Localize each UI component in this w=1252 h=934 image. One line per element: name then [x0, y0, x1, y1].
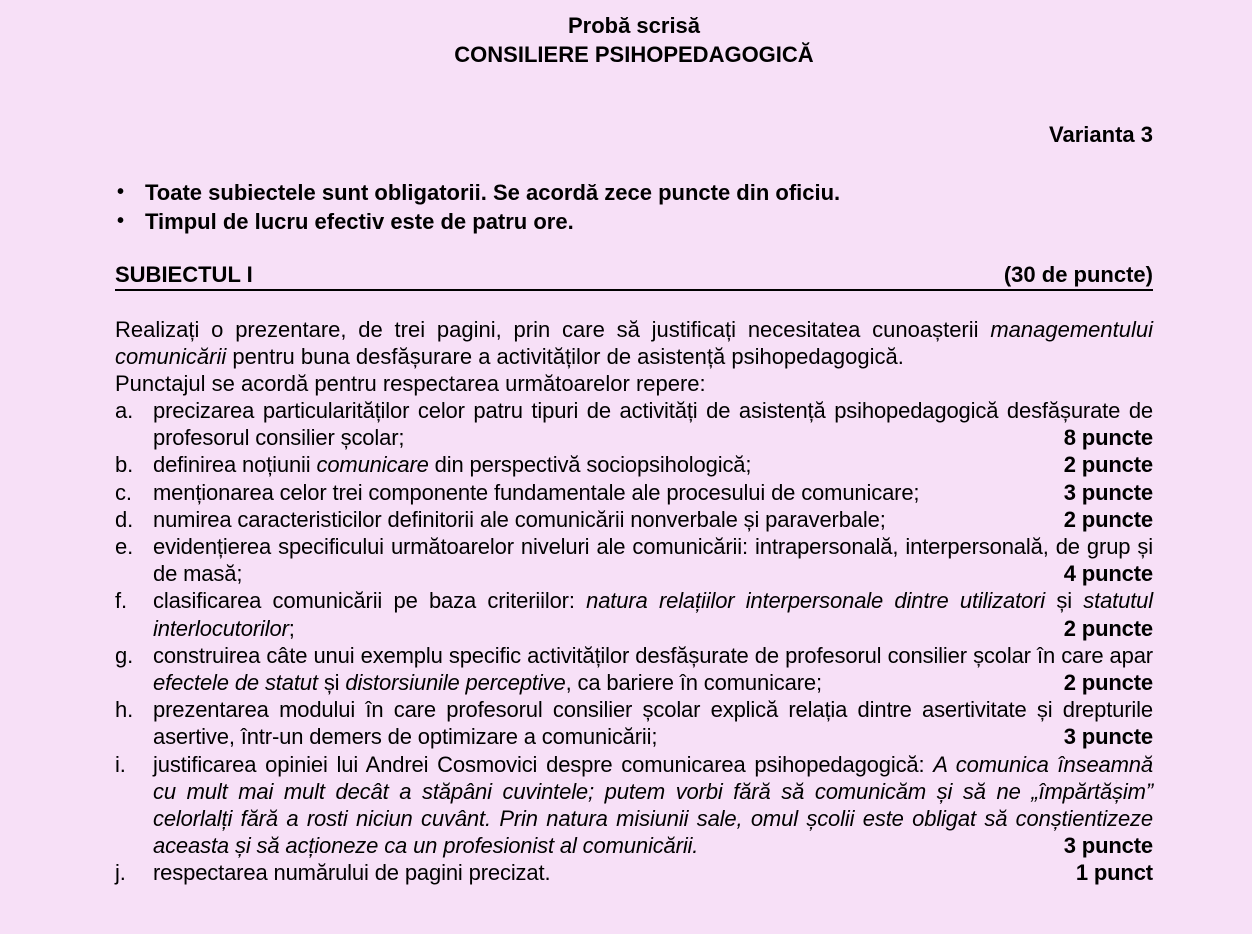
- general-rules: [115, 178, 1153, 236]
- subject-points: (30 de puncte): [1003, 262, 1153, 287]
- exam-page: [115, 0, 1153, 934]
- criteria-list: [115, 397, 1153, 887]
- item-points: 2 puncte: [1063, 615, 1153, 641]
- item-text: respectarea numărului de pagini precizat.: [153, 860, 551, 886]
- item-points: 4 puncte: [1063, 561, 1153, 587]
- item-points: 1 punct: [1075, 860, 1153, 886]
- item-letter: j.: [115, 860, 126, 886]
- item-text: și: [1045, 588, 1084, 614]
- item-text: , ca bariere în comunicare;: [565, 670, 822, 696]
- item-letter: h.: [115, 697, 134, 723]
- list-item: [115, 751, 1153, 860]
- item-letter: c.: [115, 479, 132, 505]
- item-text: și: [317, 670, 346, 696]
- list-item: [115, 533, 1153, 587]
- task-text: Realizați o prezentare, de trei pagini, prin care să justificați necesitatea cunoașterii: [115, 317, 991, 342]
- item-letter: a.: [115, 398, 134, 423]
- rule-text: Timpul de lucru efectiv este de patru ore.: [145, 209, 574, 234]
- exam-subject-name: CONSILIERE PSIHOPEDAGOGICĂ: [454, 42, 814, 67]
- item-text-italic: distorsiunile perceptive: [345, 670, 566, 696]
- item-points: 3 puncte: [1063, 479, 1153, 505]
- subject-header: [115, 261, 1153, 291]
- item-text-italic: natura relațiilor interpersonale dintre utilizatori: [586, 588, 1046, 614]
- exam-title: Probă scrisă: [567, 13, 701, 38]
- task-text-italic: managementului comunicării: [115, 317, 1153, 369]
- item-points: 2 puncte: [1063, 452, 1153, 478]
- subject-title: SUBIECTUL I: [115, 262, 253, 287]
- item-letter: d.: [115, 506, 134, 532]
- list-item: [115, 451, 1153, 478]
- list-item: [115, 859, 1153, 886]
- item-points: 2 puncte: [1063, 670, 1153, 696]
- item-text-italic: A comunica înseamnă cu mult mai mult decât a stăpâni cuvintele; putem vorbi fără să comunicăm și să ne „împărtășim” celorlalți fără a rosti niciun cuvânt. Prin natura misiunii sale, omul școlii este obligat să conștientizeze aceasta și să acționeze ca un profesionist al comunicării.: [153, 751, 1153, 859]
- item-points: 2 puncte: [1063, 506, 1153, 532]
- item-text: din perspectivă sociopsihologică;: [428, 452, 752, 478]
- list-item: [115, 696, 1153, 750]
- list-item: [115, 397, 1153, 451]
- list-item: [115, 506, 1153, 533]
- item-text: definirea noțiunii: [153, 452, 317, 478]
- list-item: [115, 642, 1153, 696]
- criteria-intro: Punctajul se acordă pentru respectarea următoarelor repere:: [115, 371, 706, 396]
- list-item: [115, 587, 1153, 641]
- item-letter: e.: [115, 534, 134, 560]
- item-text: clasificarea comunicării pe baza criteriilor:: [153, 588, 587, 614]
- rule-item: [115, 207, 1153, 236]
- item-letter: i.: [115, 751, 126, 777]
- rule-item: [115, 178, 1153, 207]
- item-text: menționarea celor trei componente fundamentale ale procesului de comunicare;: [153, 479, 920, 505]
- list-item: [115, 479, 1153, 506]
- item-text: justificarea opiniei lui Andrei Cosmovici despre comunicarea psihopedagogică:: [153, 751, 934, 777]
- item-text: evidențierea specificului următoarelor niveluri ale comunicării: intrapersonală, interpersonală, de grup și de masă;: [153, 534, 1153, 587]
- item-points: 3 puncte: [1063, 833, 1153, 859]
- bullet-icon: •: [117, 181, 125, 203]
- item-points: 3 puncte: [1063, 724, 1153, 750]
- item-text-italic: statutul interlocutorilor: [153, 588, 1153, 641]
- item-text-italic: comunicare: [316, 452, 429, 478]
- variant-label: Varianta 3: [1049, 122, 1153, 147]
- bullet-icon: •: [117, 210, 125, 232]
- item-letter: g.: [115, 642, 134, 668]
- item-letter: b.: [115, 452, 134, 478]
- rule-text: Toate subiectele sunt obligatorii. Se acordă zece puncte din oficiu.: [145, 180, 841, 205]
- item-text: prezentarea modului în care profesorul consilier școlar explică relația dintre asertivitate și drepturile asertive, într-un demers de optimizare a comunicării;: [153, 697, 1153, 750]
- item-text: numirea caracteristicilor definitorii ale comunicării nonverbale și paraverbale;: [153, 506, 886, 532]
- item-letter: f.: [115, 588, 127, 614]
- task-description: [115, 316, 1153, 370]
- item-points: 8 puncte: [1063, 425, 1153, 451]
- item-text: ;: [288, 615, 295, 641]
- item-text-italic: efectele de statut: [153, 670, 318, 696]
- item-text: precizarea particularităților celor patru tipuri de activități de asistență psihopedagogică desfășurate de profesorul consilier școlar;: [153, 398, 1153, 451]
- item-text: construirea câte unui exemplu specific activităților desfășurate de profesorul consilier școlar în care apar: [153, 642, 1153, 668]
- task-text-end: pentru buna desfășurare a activităților de asistență psihopedagogică.: [226, 344, 904, 369]
